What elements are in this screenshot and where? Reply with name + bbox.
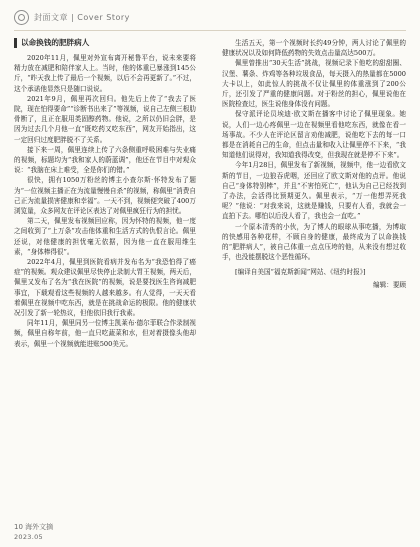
right-paragraphs [222,38,406,262]
footer [14,522,53,541]
header-label: 封面文章 | Cover Story [34,12,130,22]
paragraph: 第二天，佩里发布视频回应称，因为怀特的视频，他一度之间收到了“上万条”攻击他体重和生活方式的仇恨言论。佩里还说，对他健康的担忧毫无依据，因为他一直在服用维生素，“身体棒得很”。 [14,217,196,256]
left-paragraphs [14,53,196,349]
paragraph: 接下来一周，佩里连续上传了六条侧重呼吸困难与失业痛的视频，标题均为“我和家人的蔚蓝调”，他还在节目中对观众说：“我脑在床上难受，全是你们的错。” [14,145,196,175]
editor-name: 要顾 [392,280,406,289]
header-divider [14,30,406,31]
paragraph: 2021年9月，佩里再次回归。他先后上传了“我去了医院，现在怕得要命”“诊断书出来了”等视频，说自己左侧三根肋骨断了，且正在服用类固醇药物。他说，之所以仍旧会胖，是因为过去几个月他一直“既吃药又吃东西”，网友开始指出，这一定回归过度肥胖脱不了关系。 [14,94,196,144]
issue-date: 2023.05 [14,533,43,541]
source-note: [编译自美国“福克斯新闻”网站、《纽约时报》] [235,268,366,277]
header [14,6,130,28]
paragraph: 佩里曾推出“30天生活”挑战，视频记录下他吃的甜甜圈、汉堡、薯条、炸鸡等各种垃圾食品，每天摄入的热量都在5000大卡以上，如此惊人的挑战不仅让佩里的体重涨到了200公斤，还引发了严重的健康问题。对于粉丝的担心，佩里说他在医院检查过，医生说他身体没有问题。 [222,59,406,109]
right-column [222,38,406,290]
paragraph: 今年1月28日，佩里发布了新视频，视频中，他一边看欧文斯的节目，一边狼吞虎咽，还回应了欧文斯对他的点评。他说自己“身体特别棒”，并且“不害怕死亡”，他认为自己已经找到了办法，会活得比预期更久。佩里表示，“万一他想弄死我呢？”他说：“对我来说，这就是赚钱，只要有人看，我就会一直拍下去。哪怕以后没人看了，我也会一直吃。” [222,161,406,221]
paragraph: 保守派评论员埃迪·欧文斯在播客中讨论了佩里现象。她说，人们一边心疼佩里一边在视频里看他吃东西，就像在看一场事故。不少人在评论区留言劝他减肥，说他吃下去的每一口都是在消耗自己的生命，但点击量和收入让佩里停不下来，“我知道他们说得对，我知道我得改变，但我现在就是停不下来”。 [222,110,406,160]
circle-logo-icon [14,10,29,25]
editor-credit [222,280,406,290]
paragraph: 2020年11月，佩里对外宣布离开秘鲁平台，说未来要将精力放在减肥和陪伴家人上。当时，他的体重已暴涨到145公斤，“昨天我上传了最后一个视频，以后不会再更新了。”不过，这个承诺他显然只是随口说说。 [14,54,196,93]
left-column [14,38,196,349]
paragraph: 生活五天，第一个视频时长约49分钟，两人讨论了佩里的健康状况以及如何降低药物的失效点击量高达500万。 [222,39,406,58]
section-title: 以命换钱的肥胖病人 [14,38,196,48]
paragraph: 同年11月，佩里同另一位博主凯莱布·德尔菲联合作录制视频，佩里自称年前，他一直只吃蔬菜和水，但对着摄像头他却表示，佩里一个视频就能进账500美元。 [14,319,196,348]
paragraph: 2022年4月，佩里到医院看病并发布名为“我恐怕得了癌症”的视频。观众建议佩里尽快停止录制大胃王视频，两天后，佩里又发布了名为“我在医院”的视频，说是要找医生咨询减肥事宜，下载观看这些视频的人越来越多。有人觉得，一天天看着佩里在视频中吃东西，就是在挑战命运的极限。他的健康状况引发了新一轮热议，但他依旧我行我素。 [14,258,196,318]
page-number: 10 海外文摘 [14,523,54,531]
paragraph: 一个原本清秀的小伙，为了博人的眼球从事吃播，为博取的快感用各种花样，不顾自身的健康，最终成为了以命换钱的“肥胖病人”，被自己体重一点点压垮的他，从来没有想过收手，也没能摆脱这个恶性循环。 [222,222,406,262]
editor-label: 编辑： [373,280,393,289]
paragraph: 很快，拥有1050万粉丝的博主小查尔斯·怀特发布了题为“一位视频主播正在为流量慢慢自杀”的视频，称佩里“消费自己正为流量损害健康和幸福”。一天不到，视频便突破了400万浏览量，众多网友在评论区表达了对佩里疯狂行为的担忧。 [14,176,196,216]
